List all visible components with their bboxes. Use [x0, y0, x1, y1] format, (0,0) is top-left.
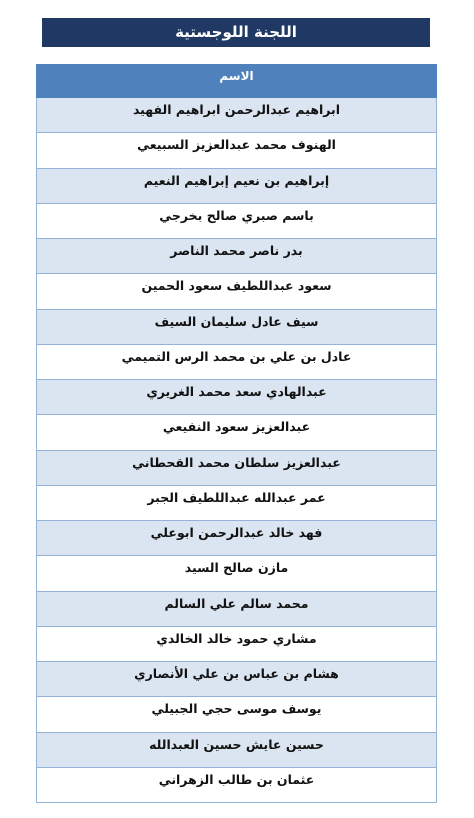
table-row — [37, 732, 437, 767]
table-row — [37, 485, 437, 520]
name-cell: سيف عادل سليمان السيف — [37, 309, 437, 344]
table-row — [37, 767, 437, 802]
name-cell: بدر ناصر محمد الناصر — [37, 239, 437, 274]
name-cell: عثمان بن طالب الزهراني — [37, 767, 437, 802]
name-cell: عادل بن علي بن محمد الرس التميمي — [37, 344, 437, 379]
table-row — [37, 450, 437, 485]
column-header-name: الاسم — [37, 65, 437, 98]
table-row — [37, 274, 437, 309]
name-cell: محمد سالم علي السالم — [37, 591, 437, 626]
table-row — [37, 239, 437, 274]
name-cell: فهد خالد عبدالرحمن ابوعلي — [37, 521, 437, 556]
names-table — [36, 64, 437, 803]
table-row — [37, 415, 437, 450]
table-row — [37, 344, 437, 379]
table-row — [37, 168, 437, 203]
table-row — [37, 309, 437, 344]
name-cell: باسم صبري صالح بخرجي — [37, 203, 437, 238]
name-cell: هشام بن عباس بن علي الأنصاري — [37, 662, 437, 697]
name-cell: يوسف موسى حجي الجبيلي — [37, 697, 437, 732]
name-cell: عبدالهادي سعد محمد الغريري — [37, 380, 437, 415]
page-title: اللجنة اللوجستية — [42, 18, 430, 47]
name-cell: ابراهيم عبدالرحمن ابراهيم الفهيد — [37, 98, 437, 133]
name-cell: إبراهيم بن نعيم إبراهيم النعيم — [37, 168, 437, 203]
table-row — [37, 521, 437, 556]
name-cell: عمر عبدالله عبداللطيف الجبر — [37, 485, 437, 520]
table-row — [37, 380, 437, 415]
table-row — [37, 133, 437, 168]
table-row — [37, 626, 437, 661]
name-cell: سعود عبداللطيف سعود الحمين — [37, 274, 437, 309]
table-row — [37, 662, 437, 697]
name-cell: مازن صالح السيد — [37, 556, 437, 591]
table-row — [37, 591, 437, 626]
name-cell: عبدالعزيز سلطان محمد القحطاني — [37, 450, 437, 485]
table-header-row — [37, 65, 437, 98]
table-row — [37, 203, 437, 238]
name-cell: عبدالعزيز سعود النفيعي — [37, 415, 437, 450]
name-cell: مشاري حمود خالد الخالدي — [37, 626, 437, 661]
name-cell: الهنوف محمد عبدالعزيز السبيعي — [37, 133, 437, 168]
table-row — [37, 697, 437, 732]
table-row — [37, 98, 437, 133]
table-row — [37, 556, 437, 591]
name-cell: حسين عايش حسين العبدالله — [37, 732, 437, 767]
